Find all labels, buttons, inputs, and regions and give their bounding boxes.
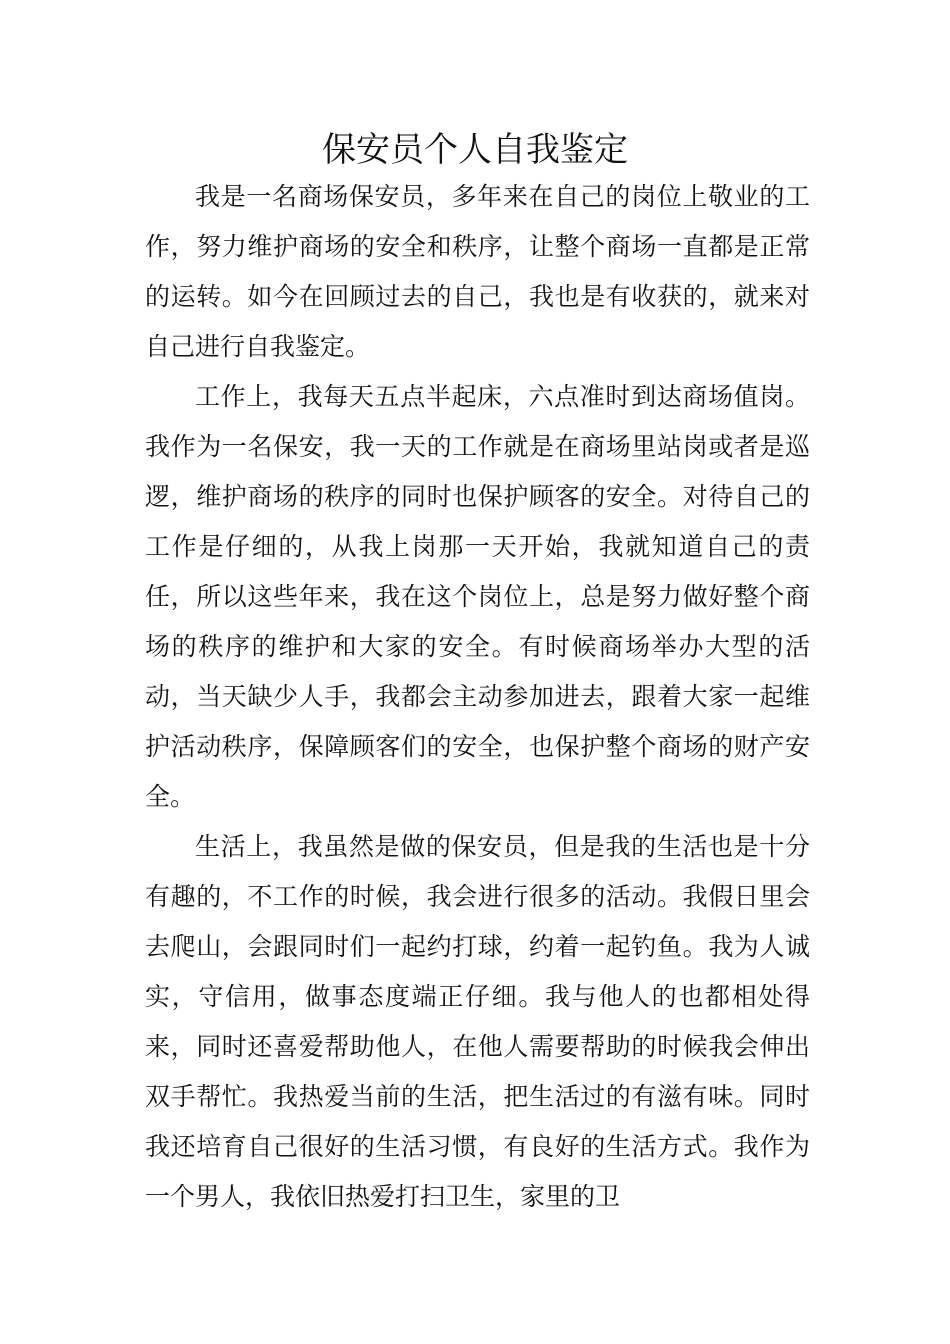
paragraph-work: 工作上，我每天五点半起床，六点准时到达商场值岗。我作为一名保安，我一天的工作就是在商场里站岗或者是巡逻，维护商场的秩序的同时也保护顾客的安全。对待自己的工作是仔细的，从我上岗那一天开始，我就知道自己的责任，所以这些年来，我在这个岗位上，总是努力做好整个商场的秩序的维护和大家的安全。有时候商场举办大型的活动，当天缺少人手，我都会主动参加进去，跟着大家一起维护活动秩序，保障顾客们的安全，也保护整个商场的财产安全。 (145, 382, 810, 811)
document-title: 保安员个人自我鉴定 (322, 130, 628, 170)
paragraph-life: 生活上，我虽然是做的保安员，但是我的生活也是十分有趣的，不工作的时候，我会进行很多的活动。我假日里会去爬山，会跟同时们一起约打球，约着一起钓鱼。我为人诚实，守信用，做事态度端正仔细。我与他人的也都相处得来，同时还喜爱帮助他人，在他人需要帮助的时候我会伸出双手帮忙。我热爱当前的生活，把生活过的有滋有味。同时我还培育自己很好的生活习惯，有良好的生活方式。我作为一个男人，我依旧热爱打扫卫生，家里的卫 (145, 832, 810, 1211)
document-body (145, 172, 810, 1222)
paragraph-intro: 我是一名商场保安员，多年来在自己的岗位上敬业的工作，努力维护商场的安全和秩序，让整个商场一直都是正常的运转。如今在回顾过去的自己，我也是有收获的，就来对自己进行自我鉴定。 (145, 182, 810, 361)
